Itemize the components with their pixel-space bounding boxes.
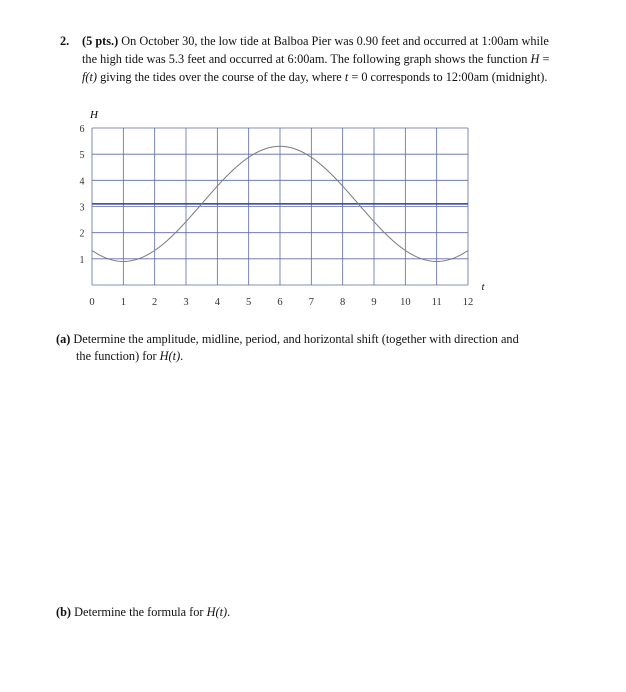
x-tick-label: 8 [340, 297, 346, 306]
eq-sign: = [539, 52, 550, 66]
x-tick-label: 2 [152, 297, 158, 306]
part-b [56, 604, 230, 621]
part-a-continuation [76, 348, 556, 365]
x-tick-labels [89, 297, 473, 306]
problem-statement [60, 32, 550, 86]
part-a [56, 331, 556, 365]
part-a-text: Determine the amplitude, midline, period, and horizontal shift (together with direction and [73, 332, 519, 346]
x-tick-label: 7 [308, 297, 314, 306]
y-tick-label: 4 [79, 176, 85, 188]
t-variable: t [344, 70, 349, 84]
part-a-label: (a) [56, 332, 71, 346]
y-tick-label: 5 [79, 150, 85, 162]
eq-lhs: H [530, 52, 540, 66]
problem-body [82, 32, 550, 86]
x-tick-label: 11 [431, 297, 442, 306]
x-tick-label: 4 [214, 297, 220, 306]
problem-text-3: corresponds to 12:00am (midnight). [367, 70, 548, 84]
x-tick-label: 0 [89, 297, 95, 306]
part-a-text-cont: the function) for [76, 349, 157, 363]
eq-rhs: f(t) [82, 70, 98, 84]
x-tick-label: 6 [277, 297, 283, 306]
y-axis-label: H [90, 109, 98, 121]
tide-graph [78, 106, 498, 306]
part-b-label: (b) [56, 605, 72, 619]
x-tick-label: 10 [400, 297, 411, 306]
part-b-end: . [227, 605, 231, 619]
t-equals: = 0 [348, 70, 368, 84]
x-axis-label: t [481, 282, 485, 293]
x-tick-label: 1 [120, 297, 126, 306]
x-tick-label: 3 [183, 297, 189, 306]
part-b-function: H(t) [206, 605, 228, 619]
part-a-function: H(t) [159, 349, 181, 363]
y-tick-label: 6 [79, 124, 85, 135]
y-tick-label: 3 [79, 202, 85, 214]
y-tick-label: 2 [79, 228, 85, 240]
x-tick-label: 5 [246, 297, 252, 306]
part-a-end: . [180, 349, 184, 363]
x-tick-label: 12 [462, 297, 474, 306]
x-tick-label: 9 [371, 297, 377, 306]
y-tick-labels [80, 124, 85, 266]
problem-text-2: giving the tides over the course of the day, where [97, 70, 342, 84]
problem-number: 2. [60, 34, 70, 48]
problem-text-1: On October 30, the low tide at Balboa Pier was 0.90 feet and occurred at 1:00am while the high tide was 5.3 feet and occurred at 6:00am. The following graph shows the function [82, 34, 549, 66]
y-tick-label: 1 [79, 254, 85, 266]
part-b-text: Determine the formula for [74, 605, 204, 619]
problem-points: (5 pts.) [82, 34, 119, 48]
chart-grid [92, 128, 468, 285]
